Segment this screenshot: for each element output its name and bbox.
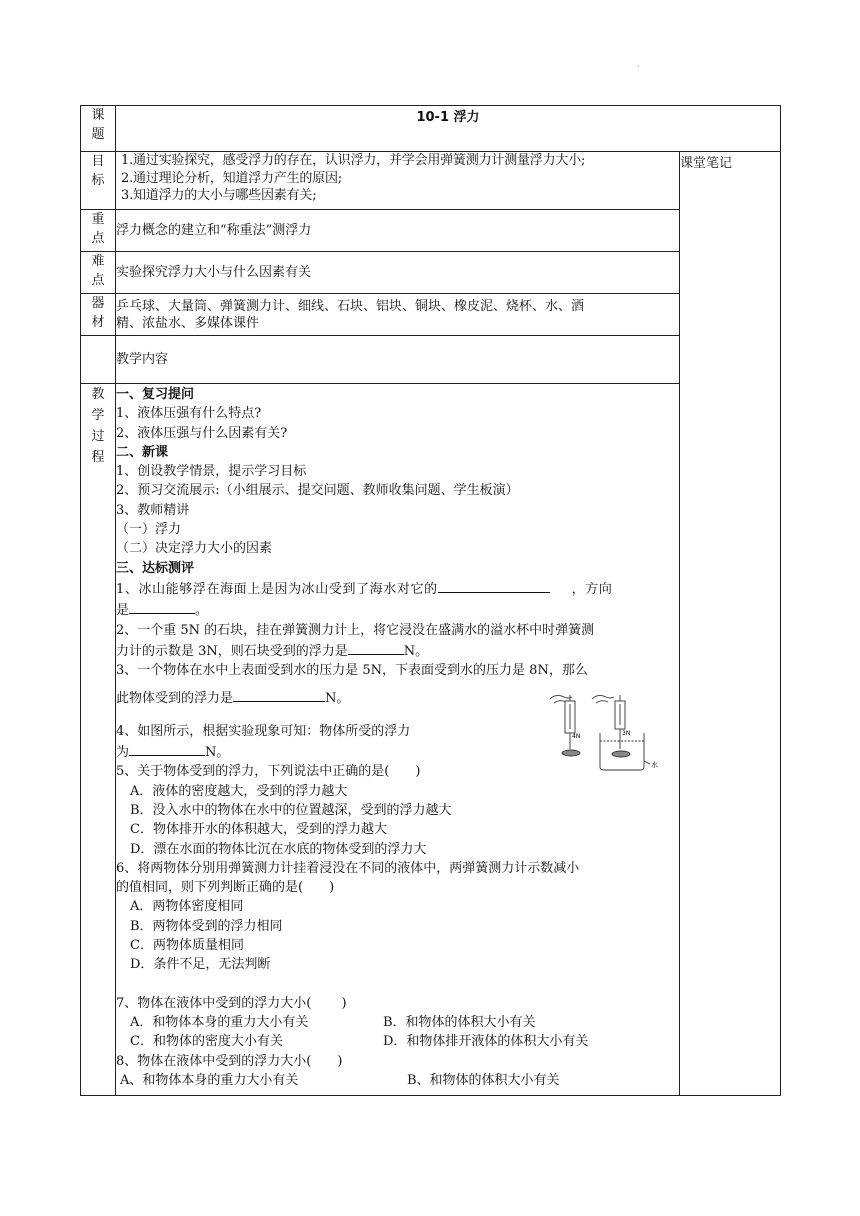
goal-3: 3.知道浮力的大小与哪些因素有关;: [121, 188, 317, 203]
label-topic: 课 题: [81, 106, 116, 152]
water-label: 水: [651, 761, 658, 769]
question-8-options-ab: [116, 1071, 679, 1090]
row-equipment: [81, 294, 781, 336]
question-2-line-2: 力计的示数是 3N，则石块受到的浮力是 N。: [116, 640, 679, 661]
section-new-lesson: 二、新课: [116, 444, 169, 460]
answer-blank[interactable]: [129, 741, 205, 756]
question-7-option-c: C．和物体的密度大小有关: [130, 1034, 283, 1050]
question-7-option-a: A．和物体本身的重力大小有关: [130, 1014, 309, 1030]
difficult-point: 实验探究浮力大小与什么因素有关: [116, 252, 680, 294]
row-content-header: [81, 336, 781, 384]
question-5-option-c: C．物体排开水的体积越大，受到的浮力越大: [130, 822, 387, 838]
label-goals: 目 标: [81, 152, 116, 210]
section-review: 一、复习提问: [116, 387, 195, 402]
answer-blank[interactable]: [438, 578, 550, 593]
lesson-plan-table: [80, 105, 781, 1096]
question-6-option-a: A．两物体密度相同: [130, 899, 244, 915]
label-equipment: 器 材: [81, 294, 116, 336]
question-6-option-b: B．两物体受到的浮力相同: [130, 918, 283, 934]
row-goals: [81, 152, 781, 210]
key-point: 浮力概念的建立和“称重法”测浮力: [116, 210, 680, 252]
question-7-option-b: B．和物体的体积大小有关: [383, 1014, 536, 1030]
question-3-line-2: 此物体受到的浮力是 N。: [116, 687, 679, 708]
goal-1: 1.通过实验探究，感受浮力的存在，认识浮力，并学会用弹簧测力计测量浮力大小;: [121, 153, 586, 168]
review-q2: 2、液体压强与什么因素有关?: [116, 425, 288, 441]
answer-blank[interactable]: [233, 687, 325, 702]
lesson-title: 10-1 浮力: [116, 106, 781, 152]
goal-2: 2.通过理论分析，知道浮力产生的原因;: [121, 170, 342, 186]
hand-icon: [592, 695, 614, 703]
spring-scale-figure: [548, 691, 668, 771]
question-4-line-2: 为 N。: [116, 741, 679, 762]
question-1-line-1: 1、冰山能够浮在海面上是因为冰山受到了海水对它的 ，方向: [116, 578, 679, 599]
answer-blank[interactable]: [348, 640, 404, 655]
question-1-line-2: 是 。: [116, 599, 679, 620]
reading-right: 3N: [622, 730, 631, 737]
equipment-line-1: 乒乓球、大量筒、弹簧测力计、细线、石块、铝块、铜块、橡皮泥、烧杯、水、酒: [116, 299, 585, 314]
question-5-option-a: A．液体的密度越大，受到的浮力越大: [130, 783, 348, 799]
goals-cell: [116, 152, 680, 210]
question-8-option-a: A、和物体本身的重力大小有关: [120, 1072, 299, 1088]
question-6-option-d: D．条件不足，无法判断: [130, 957, 271, 973]
review-q1: 1、液体压强有什么特点?: [116, 406, 262, 422]
row-process: [81, 384, 781, 1096]
question-5: 5、关于物体受到的浮力，下列说法中正确的是( ): [116, 764, 421, 780]
row-key: [81, 210, 781, 252]
teaching-content-label: 教学内容: [116, 336, 680, 384]
question-3-line-1: 3、一个物体在水中上表面受到水的压力是 5N，下表面受到水的压力是 8N，那么: [116, 663, 588, 679]
label-process: 教 学 过 程: [81, 384, 116, 1096]
row-topic: [81, 106, 781, 152]
question-4-line-1: 4、如图所示，根据实验现象可知：物体所受的浮力: [116, 723, 411, 739]
question-6-line-1: 6、将两物体分别用弹簧测力计挂着浸没在不同的液体中，两弹簧测力计示数减小: [116, 860, 580, 876]
question-7-option-d: D．和物体排开液体的体积大小有关: [383, 1034, 589, 1050]
reading-left: 4N: [572, 733, 581, 740]
equipment-cell: [116, 294, 680, 336]
new-lesson-2: 2、预习交流展示:（小组展示、提交问题、教师收集问题、学生板演）: [116, 483, 519, 499]
question-6-option-c: C．两物体质量相同: [130, 938, 244, 954]
question-6-line-2: 的值相同，则下列判断正确的是( ): [116, 880, 335, 896]
row-difficult: [81, 252, 781, 294]
notes-header: 课堂笔记: [680, 156, 733, 171]
label-empty: [81, 336, 116, 384]
question-5-option-d: D．漂在水面的物体比沉在水底的物体受到的浮力大: [130, 841, 427, 857]
question-5-option-b: B．没入水中的物体在水中的位置越深，受到的浮力越大: [130, 802, 452, 818]
new-lesson-3b: （二）决定浮力大小的因素: [116, 541, 273, 557]
label-key: 重 点: [81, 210, 116, 252]
new-lesson-3a: （一）浮力: [116, 522, 182, 538]
question-8: 8、物体在液体中受到的浮力大小( ): [116, 1053, 343, 1069]
equipment-line-2: 精、浓盐水、多媒体课件: [116, 316, 260, 331]
question-7-options-ab: [116, 1013, 679, 1032]
new-lesson-1: 1、创设教学情景，提示学习目标: [116, 464, 307, 480]
answer-blank[interactable]: [129, 599, 195, 614]
question-7: 7、物体在液体中受到的浮力大小( ): [116, 995, 347, 1011]
section-assessment: 三、达标测评: [116, 560, 195, 576]
label-difficult: 难 点: [81, 252, 116, 294]
class-notes-column: [680, 152, 781, 1096]
question-2-line-1: 2、一个重 5N 的石块，挂在弹簧测力计上，将它浸没在盛满水的溢水杯中时弹簧测: [116, 622, 595, 638]
header-dot: ·: [637, 62, 640, 71]
question-8-option-b: B、和物体的体积大小有关: [407, 1072, 560, 1088]
new-lesson-3: 3、教师精讲: [116, 502, 190, 518]
question-7-options-cd: [116, 1032, 679, 1051]
